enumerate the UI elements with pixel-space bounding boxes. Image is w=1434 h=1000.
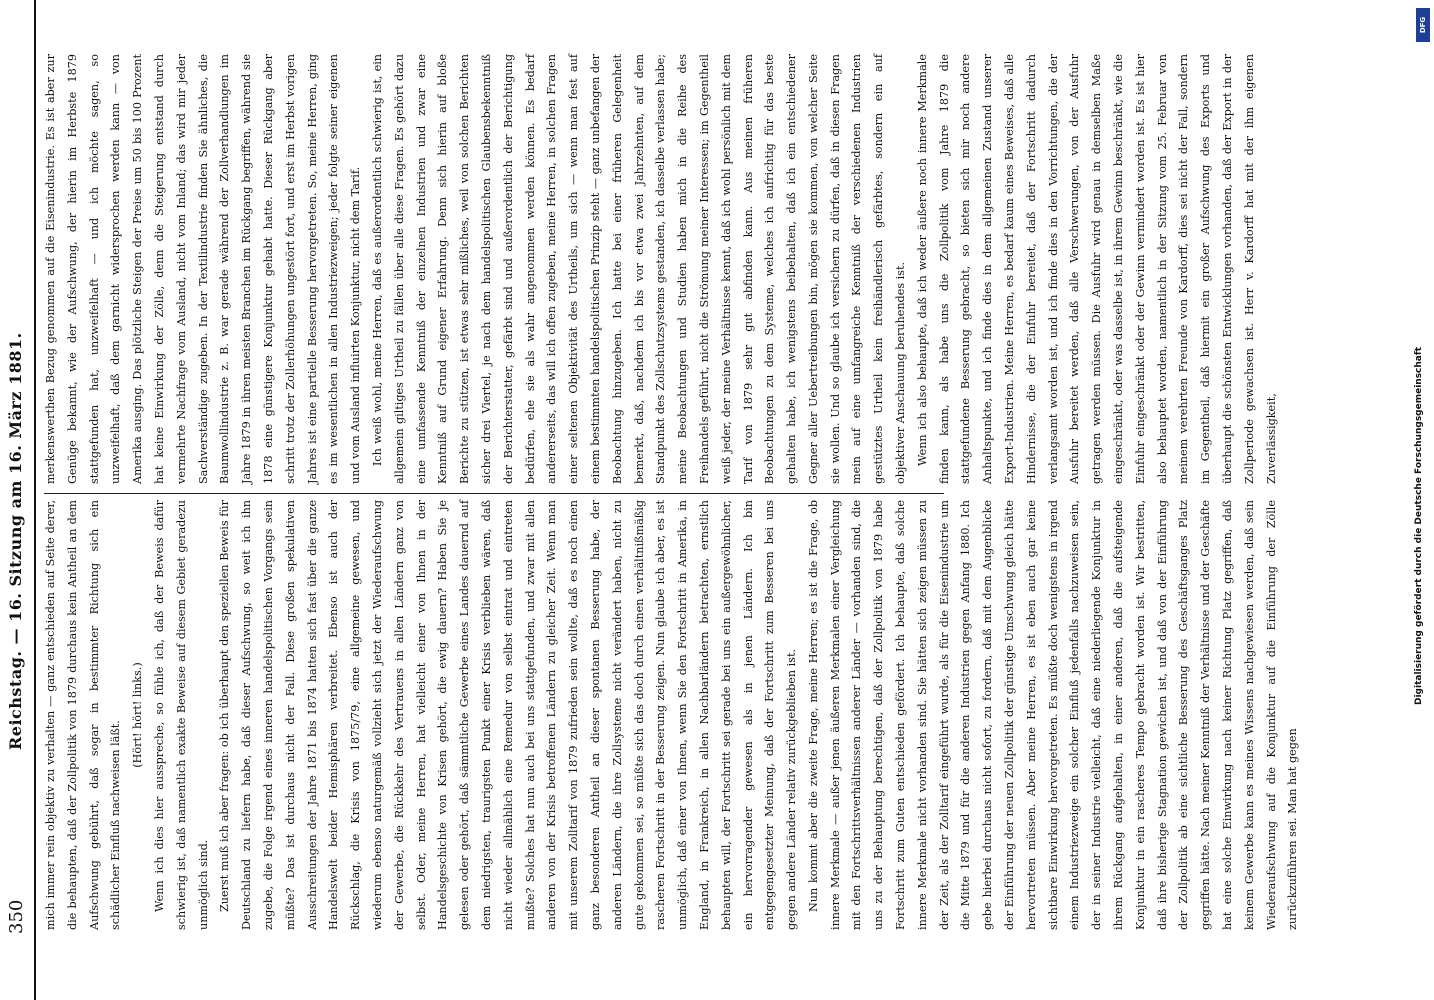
paragraph: Zuerst muß ich aber fragen: ob ich überhaupt den speziellen Beweis für Deutschland zu liefern habe, daß dieser Aufschwung, so weit ich ihn zugebe, die Folge irgend eines inneren handelspolitischen Vorgangs sein müßte? Das ist durchaus nicht der Fall. Diese großen spekulativen Ausschreitungen der Jahre 1871 bis 1874 hatten sich fast über die ganze Handelswelt beider Hemisphären verbreitet. Ebenso ist auch der Rückschlag, die Krisis von 1875/79, eine allgemeine gewesen, und wiederum ebenso naturgemäß vollzieht sich jetzt der Wiederaufschwung der Gewerbe, die Rückkehr des Vertrauens in allen Ländern ganz von selbst. Oder, meine Herren, hat vielleicht einer von Ihnen in der Handelsgeschichte von Krisen gehört, die ewig dauern? Haben Sie je gelesen oder gehört, daß sämmtliche Gewerbe eines Landes dauernd auf dem niedrigsten, traurigsten Punkt einer Krisis verblieben wären, daß nicht wieder allmählich eine Remedur von selbst eintrat und eintreten mußte? Solches hat nun auch bei uns stattgefunden, und zwar mit allen anderen von der Krisis betroffenen Ländern zu gleicher Zeit. Wenn man mit unserem Zolltarif von 1879 zufrieden sein wollte, daß es noch einen ganz besonderen Antheil an dieser spontanen Besserung habe, der anderen Ländern, die ihre Zollsysteme nicht verändert haben, nicht zu gute gekommen sei, so müßte sich das doch durch einen verhältnißmäßig rascheren Fortschritt in der Besserung zeigen. Nun glaube ich aber, es ist unmöglich, daß einer von Ihnen, wenn Sie den Fortschritt in Amerika, in England, in Frankreich, in allen Nachbarländern betrachten, ernstlich behaupten will, der Fortschritt sei gerade bei uns ein außergewöhnlicher, ein hervorragender gewesen als in jenen Ländern. Ich bin entgegengesetzter Meinung, daß der Fortschritt zum Besseren bei uns gegen andere Länder relativ zurückgeblieben ist. bbox=[218, 500, 799, 930]
paragraph: Nun kommt aber die zweite Frage, meine Herren; es ist die Frage, ob innere Merkmale — außer jenen äußeren Merkmalen einer Vergleichung mit den Fortschrittsverhältnissen anderer Länder — vorhanden sind, die uns zu der Behauptung berechtigen, daß der Zollpolitik von 1879 habe Fortschritt zum Guten entschieden gefördert. Ich behaupte, daß solche innere Merkmale nicht vorhanden sind. Sie hätten sich zeigen müssen zu der Zeit, als der Zolltarif eingeführt wurde, als für die Eisenindustrie um die Mitte 1879 und für die anderen Industrien gegen Anfang 1880. Ich gebe hierbei durchaus nicht sofort, zu fordern, daß mit dem Augenblicke der Einführung der neuen Zollpolitik der günstige Umschwung gleich hätte hervortreten müssen. Aber meine Herren, es ist eben auch gar keine sichtbare Einwirkung hervorgetreten. Es müßte doch wenigstens in irgend einem Industriezweige ein solcher Einfluß jedenfalls nachzuweisen sein, der in seiner Industrie vielleicht, daß eine niederliegende Konjunktur in ihrem Rückgang aufgehalten, in einer anderen, daß die aufsteigende Konjunktur in ein rascheres Tempo gebracht worden ist. Wir bestritten, daß ihre bisherige Stagnation gewichen ist, und daß von der Einführung der Zollpolitik ab eine sichtliche Besserung des Geschäftsganges Platz gegriffen hätte. Nach meiner Kenntniß der Verhältnisse und der Geschäfte hat eine solche Einwirkung nach keiner Richtung Platz gegriffen, daß keinem Gewerbe kann es meines Wissens nachgewiesen werden, daß sein Wiederaufschwung auf die Konjunktur auf die Einführung der Zölle zurückzuführen sei. Man hat gegen bbox=[806, 500, 1300, 930]
paragraph: merkenswerthen Bezug genommen auf die Eisenindustrie. Es ist aber zur Genüge bekannt, wie der Aufschwung, der hierin im Herbste 1879 stattgefunden hat, unzweifelhaft — und ich möchte sagen, so unzweifelhaft, daß dem garnicht widersprochen werden kann — von Amerika ausging. Das plötzliche Steigen der Preise um 50 bis 100 Prozent hat keine Einwirkung der Zölle, denn die Steigerung entstand durch vermehrte Nachfrage vom Ausland, nicht vom Inland; das wird mir jeder Sachverständige zugeben. In der Textilindustrie finden Sie ähnliches, die Baumwollindustrie z. B. war gerade während der Zollverhandlungen im Jahre 1879 in ihren meisten Branchen im Rückgang begriffen, während sie 1878 eine günstigere Konjunktur gehabt hatte. Dieser Rückgang aber schritt trotz der Zollerhöhungen ungestört fort, und erst im Herbst vorigen Jahres ist eine partielle Besserung hervorgetreten. So, meine Herren, ging es im wesentlichen in allen Industriezweigen; jeder folgte seiner eigenen und vom Ausland influirten Konjunktur, nicht dem Tarif. bbox=[44, 54, 363, 484]
dfg-logo-text: DFG bbox=[1419, 16, 1427, 34]
paragraph: Wenn ich also behaupte, daß ich weder äußere noch innere Merkmale finden kann, als habe uns die Zollpolitik vom Jahre 1879 die stattgefundene Besserung gebracht, so bieten sich mir noch andere Anhaltspunkte, und ich finde dies in dem allgemeinen Zustand unserer Export-Industrien. Meine Herren, es bedarf kaum eines Beweises, daß alle Hindernisse, die der Einfuhr bereitet, daß der Fortschritt dadurch verlangsamt worden ist, und ich finde dies in den Vorrichtungen, die der Ausfuhr bereitet werden, daß alle Verschwerungen, von der Ausfuhr getragen werden müssen. Die Ausfuhr wird genau in demselben Maße eingeschränkt, oder was dasselbe ist, in ihrem Gewinn beschränkt, wie die Einfuhr eingeschränkt oder der Gewinn vermindert worden ist. Es ist hier also behauptet worden, namentlich in der Sitzung vom 25. Februar von meinem verehrten Freunde von Kardorff, dies sei nicht der Fall, sondern im Gegentheil, daß hiermit ein großer Aufschwung des Exports und überhaupt die schönsten Entwicklungen vorhanden, daß der Export in der Zollperiode gewachsen ist. Herr v. Kardorff hat mit der ihm eigenen Zuverlässigkeit, bbox=[915, 54, 1278, 484]
page-header bbox=[0, 0, 36, 1000]
page-number: 350 bbox=[6, 899, 27, 934]
column-divider bbox=[44, 493, 944, 494]
paragraph: Wenn ich dies hier ausspreche, so fühle ich, daß der Beweis dafür schwierig ist, daß namentlich exakte Beweise auf diesem Gebiet geradezu unmöglich sind. bbox=[152, 500, 210, 930]
digitization-credit bbox=[1412, 0, 1432, 1000]
left-column bbox=[40, 500, 1300, 930]
interjection: (Hört! hört! links.) bbox=[131, 662, 145, 768]
paragraph: mich immer rein objektiv zu verhalten — ganz entschieden auf Seite derer, die behaupten, daß der Zollpolitik von 1879 durchaus kein Antheil an dem Aufschwung gebührt, daß sogar in bestimmter Richtung sich ein schädlicher Einfluß nachweisen läßt. bbox=[44, 500, 123, 930]
credit-text: Digitalisierung gefördert durch die Deutsche Forschungsgemeinschaft bbox=[1414, 346, 1424, 705]
right-column bbox=[40, 54, 1278, 484]
paragraph: Ich weiß wohl, meine Herren, daß es außerordentlich schwierig ist, ein allgemein giltiges Urtheil zu fällen über alle diese Fragen. Es gehört dazu eine umfassende Kenntniß der einzelnen Industrien und zwar eine Kenntniß auf Grund eigener Erfahrung. Denn sich hierin auf bloße Berichte zu stützen, ist etwas sehr mißliches, weil von solchen Berichten sicher drei Viertel, je nach dem handelspolitischen Glaubensbekenntniß der Berichterstatter, gefärbt sind und außerordentlich der Berichtigung bedürfen, ehe sie als wahr angenommen werden können. Es bedarf andererseits, das will ich offen zugeben, meine Herren, in solchen Fragen einer seltenen Objektivität des Urtheils, um sich — wenn man fest auf einem bestimmten handelspolitischen Prinzip steht — ganz unbefangen der Beobachtung hinzugeben. Ich hatte bei einer früheren Gelegenheit bemerkt, daß, nachdem ich bis vor etwa zwei Jahrzehnten, auf dem Standpunkt des Zollschutzsystems gestanden, ich dasselbe verlassen habe; meine Beobachtungen und Studien haben mich in die Reihe des Freihandels geführt, nicht die Strömung meiner Interessen; im Gegentheil weiß jeder, der meine Verhältnisse kennt, daß ich wohl persönlich mit dem Tarif von 1879 sehr gut abfinden kann. Aus meinen früheren Beobachtungen zu dem Systeme, welches ich aufrichtig für das beste gehalten habe, ich wenigstens beibehalten, daß ich ein entschiedener Gegner aller Uebertreibungen bin, mögen sie kommen, von welcher Seite sie wollen. Und so glaube ich versichern zu dürfen, daß in diesen Fragen mein auf eine umfangreiche Kenntniß der verschiedenen Industrien gestütztes Urtheil kein freihändlerisch gefärbtes, sondern ein auf objektiver Anschauung beruhendes ist. bbox=[370, 54, 908, 484]
dfg-logo bbox=[1416, 8, 1430, 42]
running-head: Reichstag. — 16. Sitzung am 16. März 1881. bbox=[6, 332, 25, 750]
